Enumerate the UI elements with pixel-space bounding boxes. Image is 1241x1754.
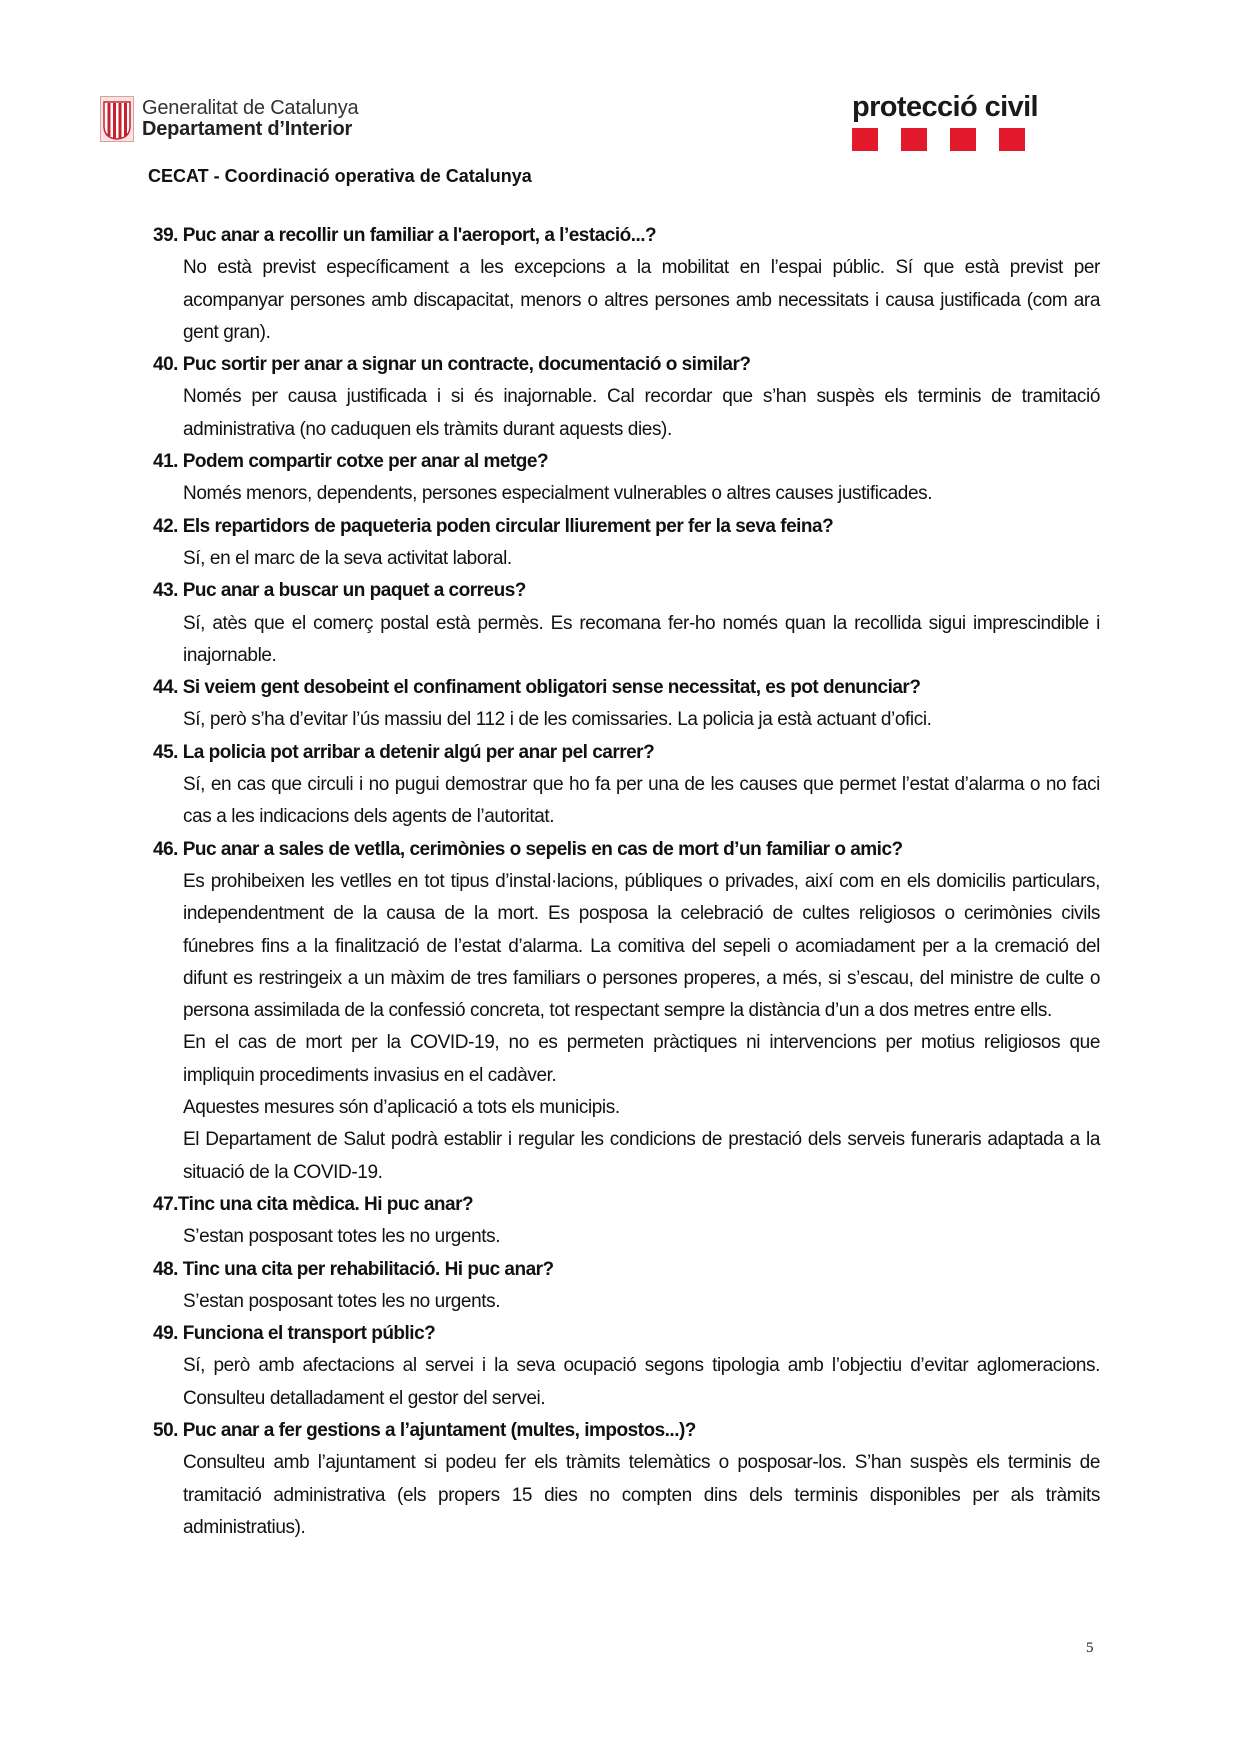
faq-question: 45. La policia pot arribar a detenir algú per anar pel carrer? — [153, 741, 655, 763]
faq-answer — [153, 478, 1100, 510]
faq-question: 47.Tinc una cita mèdica. Hi puc anar? — [153, 1193, 474, 1215]
catalan-shield-icon — [100, 96, 134, 142]
faq-answer — [153, 866, 1100, 1189]
faq-question: 48. Tinc una cita per rehabilitació. Hi puc anar? — [153, 1258, 554, 1280]
answer-paragraph: Només menors, dependents, persones especialment vulnerables o altres causes justificades. — [183, 483, 933, 505]
faq-question: 41. Podem compartir cotxe per anar al metge? — [153, 451, 549, 473]
answer-paragraph: Sí, en cas que circuli i no pugui demostrar que ho fa per una de les causes que permet l’estat d’alarma o no faci cas a les indicacions dels agents de l’autoritat. — [183, 774, 1100, 828]
answer-paragraph: Sí, però s’ha d’evitar l’ús massiu del 112 i de les comissaries. La policia ja està actuant d’ofici. — [183, 709, 932, 731]
red-square-icon — [999, 128, 1025, 151]
proteccio-civil-logo — [852, 92, 1038, 151]
document-subtitle: CECAT - Coordinació operativa de Catalunya — [148, 166, 532, 186]
faq-answer — [153, 608, 1100, 673]
faq-item — [153, 1318, 1100, 1415]
faq-item — [153, 446, 1100, 511]
faq-answer — [153, 1286, 1100, 1318]
faq-answer — [153, 1221, 1100, 1253]
faq-answer — [153, 1350, 1100, 1415]
brand-title: protecció civil — [852, 91, 1039, 123]
faq-item — [153, 737, 1100, 834]
faq-question: 46. Puc anar a sales de vetlla, cerimònies o sepelis en cas de mort d’un familiar o amic? — [153, 838, 903, 860]
faq-question: 43. Puc anar a buscar un paquet a correus? — [153, 580, 526, 602]
faq-item — [153, 834, 1100, 1189]
faq-item — [153, 1415, 1100, 1544]
answer-paragraph: S’estan posposant totes les no urgents. — [183, 1226, 501, 1248]
faq-list — [153, 220, 1100, 1544]
red-square-icon — [852, 128, 878, 151]
faq-question: 44. Si veiem gent desobeint el confinament obligatori sense necessitat, es pot denunciar? — [153, 677, 921, 699]
page-header — [0, 0, 1241, 200]
faq-answer — [153, 769, 1100, 834]
answer-paragraph: Sí, en el marc de la seva activitat laboral. — [183, 547, 512, 569]
faq-answer — [153, 252, 1100, 349]
red-square-icon — [901, 128, 927, 151]
department-name: Departament d’Interior — [142, 118, 353, 140]
faq-item — [153, 575, 1100, 672]
faq-question: 42. Els repartidors de paqueteria poden circular lliurement per fer la seva feina? — [153, 515, 834, 537]
page-number: 5 — [1086, 1640, 1094, 1656]
faq-item — [153, 1189, 1100, 1254]
faq-item — [153, 672, 1100, 737]
brand-squares — [852, 128, 1038, 151]
answer-paragraph: Es prohibeixen les vetlles en tot tipus d’instal·lacions, públiques o privades, així com en els domicilis particulars, independentment de la causa de la mort. Es posposa la celebració de cultes religiosos o cerimònies civils fúnebres fins a la finalització de l’estat d’alarma. La comitiva del sepeli o acomiadament per a la cremació del difunt es restringeix a un màxim de tres familiars o persones properes, a més, si s’escau, del ministre de culte o persona assimilada de la confessió concreta, tot respectant sempre la distància d’un a dos metres entre ells. — [183, 870, 1100, 1022]
answer-paragraph: Consulteu amb l’ajuntament si podeu fer els tràmits telemàtics o posposar-los. S’han suspès els terminis de tramitació administrativa (els propers 15 dies no compten dins dels terminis disponibles per als tràmits administratius). — [183, 1452, 1100, 1538]
answer-paragraph: S’estan posposant totes les no urgents. — [183, 1290, 501, 1312]
answer-paragraph: En el cas de mort per la COVID-19, no es permeten pràctiques ni intervencions per motius religiosos que impliquin procediments invasius en el cadàver. — [183, 1032, 1100, 1086]
faq-question: 39. Puc anar a recollir un familiar a l'aeroport, a l’estació...? — [153, 225, 657, 246]
answer-paragraph: Aquestes mesures són d’aplicació a tots els municipis. — [183, 1097, 620, 1119]
org-name: Generalitat de Catalunya — [142, 97, 359, 119]
answer-paragraph: El Departament de Salut podrà establir i regular les condicions de prestació dels serveis funeraris adaptada a la situació de la COVID-19. — [183, 1129, 1100, 1183]
faq-item — [153, 349, 1100, 446]
faq-question: 40. Puc sortir per anar a signar un contracte, documentació o similar? — [153, 354, 751, 376]
faq-question: 50. Puc anar a fer gestions a l’ajuntament (multes, impostos...)? — [153, 1419, 696, 1441]
answer-paragraph: No està previst específicament a les excepcions a la mobilitat en l’espai públic. Sí que està previst per acompanyar persones amb discapacitat, menors o altres persones amb necessitats i causa justificada (com ara gent gran). — [183, 257, 1100, 343]
faq-answer — [153, 381, 1100, 446]
faq-item — [153, 1254, 1100, 1319]
faq-answer — [153, 704, 1100, 736]
red-square-icon — [950, 128, 976, 151]
faq-item — [153, 220, 1100, 349]
faq-item — [153, 511, 1100, 576]
faq-question: 49. Funciona el transport públic? — [153, 1323, 436, 1345]
answer-paragraph: Només per causa justificada i si és inajornable. Cal recordar que s’han suspès els terminis de tramitació administrativa (no caduquen els tràmits durant aquests dies). — [183, 386, 1100, 440]
answer-paragraph: Sí, però amb afectacions al servei i la seva ocupació segons tipologia amb l’objectiu d’evitar aglomeracions. Consulteu detalladament el gestor del servei. — [183, 1355, 1100, 1409]
faq-answer — [153, 543, 1100, 575]
answer-paragraph: Sí, atès que el comerç postal està permès. Es recomana fer-ho només quan la recollida sigui imprescindible i inajornable. — [183, 612, 1100, 666]
generalitat-logo — [100, 96, 358, 142]
faq-answer — [153, 1447, 1100, 1544]
